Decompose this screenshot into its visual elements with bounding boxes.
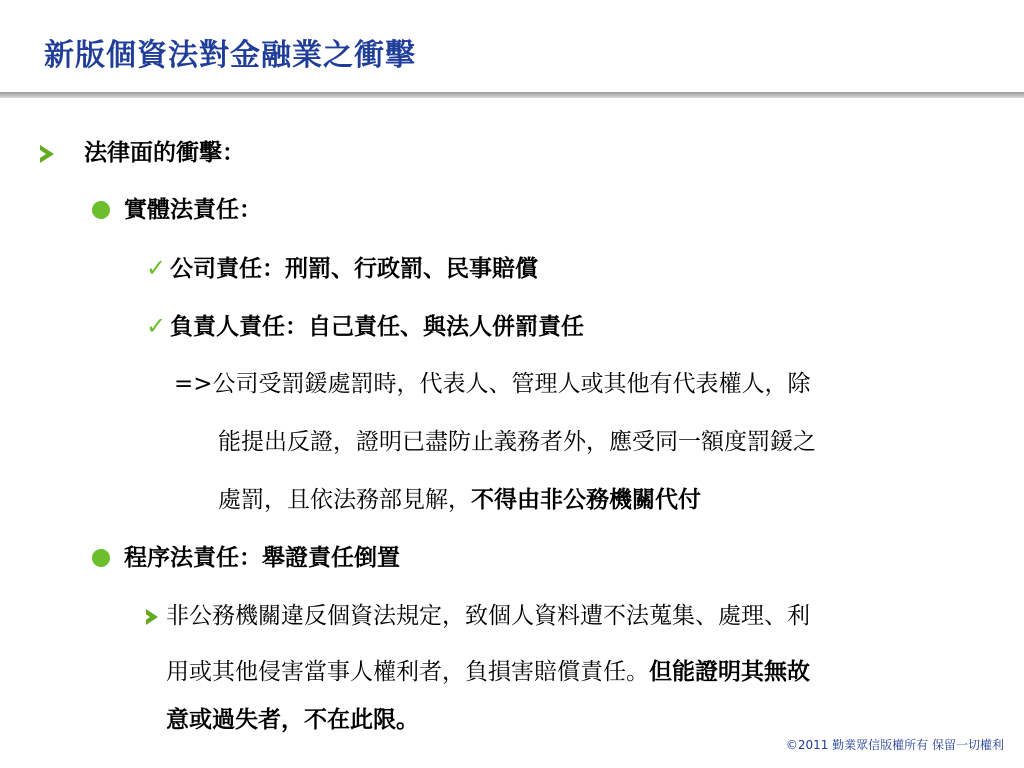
procedural-line-2: 用或其他侵害當事人權利者，負損害賠償責任。但能證明其無故 <box>166 659 810 685</box>
section-heading-row <box>40 138 245 168</box>
note-line-2: 能提出反證，證明已盡防止義務者外，應受同一額度罰鍰之 <box>218 429 816 455</box>
arrow-bullet-icon <box>40 145 54 163</box>
title-divider <box>0 92 1024 98</box>
check-icon: ✓ <box>146 254 167 282</box>
note-line-3: 處罰，且依法務部見解，不得由非公務機關代付 <box>218 487 701 513</box>
procedural-line-1: 非公務機關違反個資法規定，致個人資料遭不法蒐集、處理、利 <box>146 601 810 631</box>
note-line-1: =>公司受罰鍰處罰時，代表人、管理人或其他有代表權人，除 <box>174 371 811 397</box>
copyright-footer: ©2011 勤業眾信版權所有 保留一切權利 <box>785 738 1004 752</box>
check-icon: ✓ <box>146 312 167 340</box>
procedural-line-3: 意或過失者，不在此限。 <box>166 707 419 733</box>
slide-title: 新版個資法對金融業之衝擊 <box>44 38 416 73</box>
procedural-heading: 程序法責任：舉證責任倒置 <box>124 545 400 571</box>
check-item-responsible-person: ✓ 負責人責任：自己責任、與法人併罰責任 <box>146 312 584 340</box>
dot-bullet-icon <box>92 201 110 219</box>
arrow-bullet-icon <box>146 609 158 625</box>
check-item-company: ✓ 公司責任：刑罰、行政罰、民事賠償 <box>146 254 538 282</box>
dot-bullet-icon <box>92 549 110 567</box>
section-heading: 法律面的衝擊： <box>84 140 246 166</box>
substantive-heading: 實體法責任： <box>124 197 262 223</box>
